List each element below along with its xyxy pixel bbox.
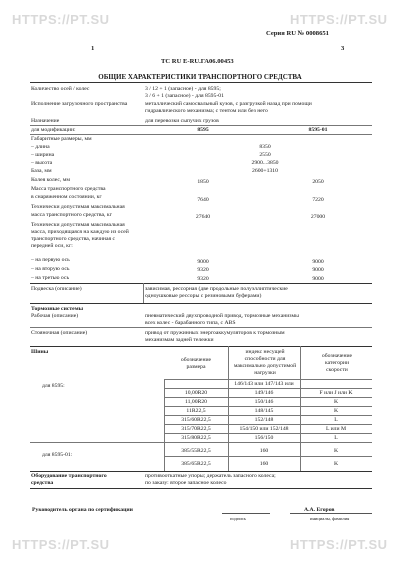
track-8595-01: 2050 bbox=[312, 179, 324, 185]
tires-col-index: нагрузки bbox=[254, 370, 276, 376]
service-brake-value: всех колес - барабанного типа, с ABS bbox=[145, 320, 236, 326]
tire-speed: K bbox=[333, 448, 339, 454]
tire-size: 11,00R20 bbox=[184, 399, 208, 405]
width-value: 2550 bbox=[259, 152, 271, 158]
modification-8595-01: 8595-01 bbox=[308, 127, 328, 133]
equipment-value: по заказу: второе запасное колесо bbox=[145, 480, 227, 486]
track-8595: 1850 bbox=[197, 179, 209, 185]
suspension-value: зависимая, рессорная (две продольные полуэллиптические bbox=[145, 286, 288, 292]
axle3-8595-01: 9000 bbox=[312, 276, 324, 282]
gross-mass-8595: 27640 bbox=[195, 214, 211, 220]
tires-col-index: индекс несущей bbox=[245, 349, 285, 355]
tires-col-index: способности для bbox=[244, 356, 286, 362]
tire-speed: L bbox=[334, 435, 338, 441]
tires-col-speed: обозначение bbox=[321, 353, 353, 359]
watermark: HTTPS://PT.SU bbox=[290, 12, 388, 27]
signatory-role: Руководитель органа по сертификации bbox=[32, 507, 133, 513]
tires-col-speed: скорости bbox=[326, 367, 348, 373]
modification-label: для модификации: bbox=[31, 127, 76, 133]
tire-index: 149/146 bbox=[254, 390, 274, 396]
curb-mass-label: в снаряженном состоянии, кг bbox=[31, 194, 102, 200]
tire-speed: F или J или K bbox=[319, 390, 353, 396]
tires-col-size: обозначение bbox=[180, 357, 212, 363]
tire-index: 156/150 bbox=[254, 435, 274, 441]
length-value: 8350 bbox=[259, 144, 271, 150]
curb-mass-8595-01: 7220 bbox=[312, 197, 324, 203]
wheelbase-value: 2600+1310 bbox=[252, 168, 278, 174]
brakes-label: Тормозные системы bbox=[31, 306, 84, 312]
tire-size: 385/55R22,5 bbox=[181, 448, 211, 454]
document-number: TC RU E-RU.ГА06.00453 bbox=[161, 58, 234, 65]
axles-value: 3 / 6 + 1 (запасное) - для 8595-01 bbox=[145, 93, 224, 99]
axle3-8595: 9320 bbox=[197, 276, 209, 282]
width-label: – ширина bbox=[31, 152, 55, 158]
dimensions-label: Габаритные размеры, мм bbox=[31, 136, 92, 142]
axle1-8595: 9000 bbox=[197, 259, 209, 265]
axle3-label: – на третью ось bbox=[31, 275, 70, 281]
tires-col-size: размера bbox=[186, 364, 206, 370]
watermark: HTTPS://PT.SU bbox=[12, 12, 110, 27]
tires-col-index: максимально допустимой bbox=[233, 363, 297, 369]
tire-speed: K bbox=[333, 399, 339, 405]
page-title: ОБЩИЕ ХАРАКТЕРИСТИКИ ТРАНСПОРТНОГО СРЕДСТВА bbox=[98, 73, 302, 81]
wheelbase-label: База, мм bbox=[31, 168, 52, 174]
equipment-label: Оборудование транспортного bbox=[31, 473, 107, 479]
page-number-right: 3 bbox=[341, 45, 345, 52]
watermark: HTTPS://PT.SU bbox=[290, 537, 388, 552]
tire-index: 148/145 bbox=[254, 408, 274, 414]
service-brake-value: пневматический двухпроводной привод, тормозные механизмы bbox=[145, 313, 299, 319]
tires-label: Шины bbox=[31, 349, 49, 355]
parking-brake-label: Стояночная (описание) bbox=[31, 330, 88, 336]
axles-value: 3 / 12 + 1 (запасное) - для 8595; bbox=[145, 86, 221, 92]
axle2-8595: 9320 bbox=[197, 267, 209, 273]
tire-speed: L bbox=[334, 417, 338, 423]
service-brake-label: Рабочая (описание) bbox=[31, 313, 79, 319]
body-value: металлический самосвальный кузов, с разгрузкой назад при помощи bbox=[145, 101, 312, 107]
tire-speed: K bbox=[333, 461, 339, 467]
tire-index: 160 bbox=[259, 461, 269, 467]
page-number-left: 1 bbox=[91, 45, 95, 52]
parking-brake-value: привод от пружинных энергоаккумуляторов к тормозным bbox=[145, 330, 285, 336]
name-caption: инициалы, фамилия bbox=[310, 516, 350, 521]
track-label: Колея колес, мм bbox=[31, 177, 70, 183]
suspension-value: одноушковые рессоры с резиновыми буферами) bbox=[145, 293, 262, 299]
purpose-value: для перевозки сыпучих грузов bbox=[145, 118, 219, 124]
axle1-label: – на первую ось bbox=[31, 257, 70, 263]
tire-index: 152/148 bbox=[254, 417, 274, 423]
tire-size: 10,00R20 bbox=[184, 390, 208, 396]
signature-caption: подпись bbox=[230, 516, 247, 521]
tire-size: 315/70R22,5 bbox=[181, 426, 211, 432]
suspension-label: Подвеска (описание) bbox=[31, 286, 82, 292]
axle2-8595-01: 9000 bbox=[312, 267, 324, 273]
equipment-value: противооткатные упоры; держатель запасного колеса; bbox=[145, 473, 276, 479]
parking-brake-value: механизмам задней тележки bbox=[145, 337, 214, 343]
gross-mass-label: масса транспортного средства, кг bbox=[31, 212, 112, 218]
tire-size: 385/65R22,5 bbox=[181, 461, 211, 467]
tires-col-speed: категории bbox=[324, 360, 350, 366]
axle-mass-label: передней оси, кг: bbox=[31, 243, 73, 249]
signatory-name: А.А. Егоров bbox=[304, 507, 335, 513]
gross-mass-label: Технически допустимая максимальная bbox=[31, 204, 125, 210]
watermark: HTTPS://PT.SU bbox=[12, 537, 110, 552]
curb-mass-label: Масса транспортного средства bbox=[31, 186, 106, 192]
gross-mass-8595-01: 27000 bbox=[310, 214, 326, 220]
tire-size: 315/80R22,5 bbox=[181, 435, 211, 441]
tires-group-8595-01: для 8595-01: bbox=[42, 452, 73, 458]
axle1-8595-01: 9000 bbox=[312, 259, 324, 265]
tire-index: 150/146 bbox=[254, 399, 274, 405]
tire-size: 315/60R22,5 bbox=[181, 417, 211, 423]
tire-index: 146/143 или 147/143 или bbox=[234, 381, 294, 387]
height-value: 2900...3850 bbox=[251, 160, 279, 166]
body-label: Исполнение загрузочного пространства bbox=[31, 101, 128, 107]
tire-size: 11R22,5 bbox=[186, 408, 206, 414]
tire-speed: L или M bbox=[325, 426, 347, 432]
axle-mass-label: транспортного средства, начиная с bbox=[31, 236, 116, 242]
curb-mass-8595: 7640 bbox=[197, 197, 209, 203]
axle-mass-label: масса, приходящаяся на каждую из осей bbox=[31, 229, 129, 235]
tire-index: 160 bbox=[259, 448, 269, 454]
modification-8595: 8595 bbox=[197, 127, 209, 133]
body-value: гидравлического механизма; с тентом или без него bbox=[145, 108, 268, 114]
length-label: – длина bbox=[31, 144, 50, 150]
height-label: – высота bbox=[31, 160, 53, 166]
axle-mass-label: Технически допустимая максимальная bbox=[31, 222, 125, 228]
equipment-label: средства bbox=[31, 480, 54, 486]
axle2-label: – на вторую ось bbox=[31, 266, 70, 272]
tire-speed: K bbox=[333, 408, 339, 414]
axles-label: Количество осей / колес bbox=[31, 86, 90, 92]
tires-group-8595: для 8595: bbox=[42, 383, 65, 389]
series-number: Серия RU № 0008651 bbox=[266, 30, 329, 37]
purpose-label: Назначение bbox=[31, 118, 60, 124]
tire-index: 154/150 или 152/148 bbox=[239, 426, 289, 432]
